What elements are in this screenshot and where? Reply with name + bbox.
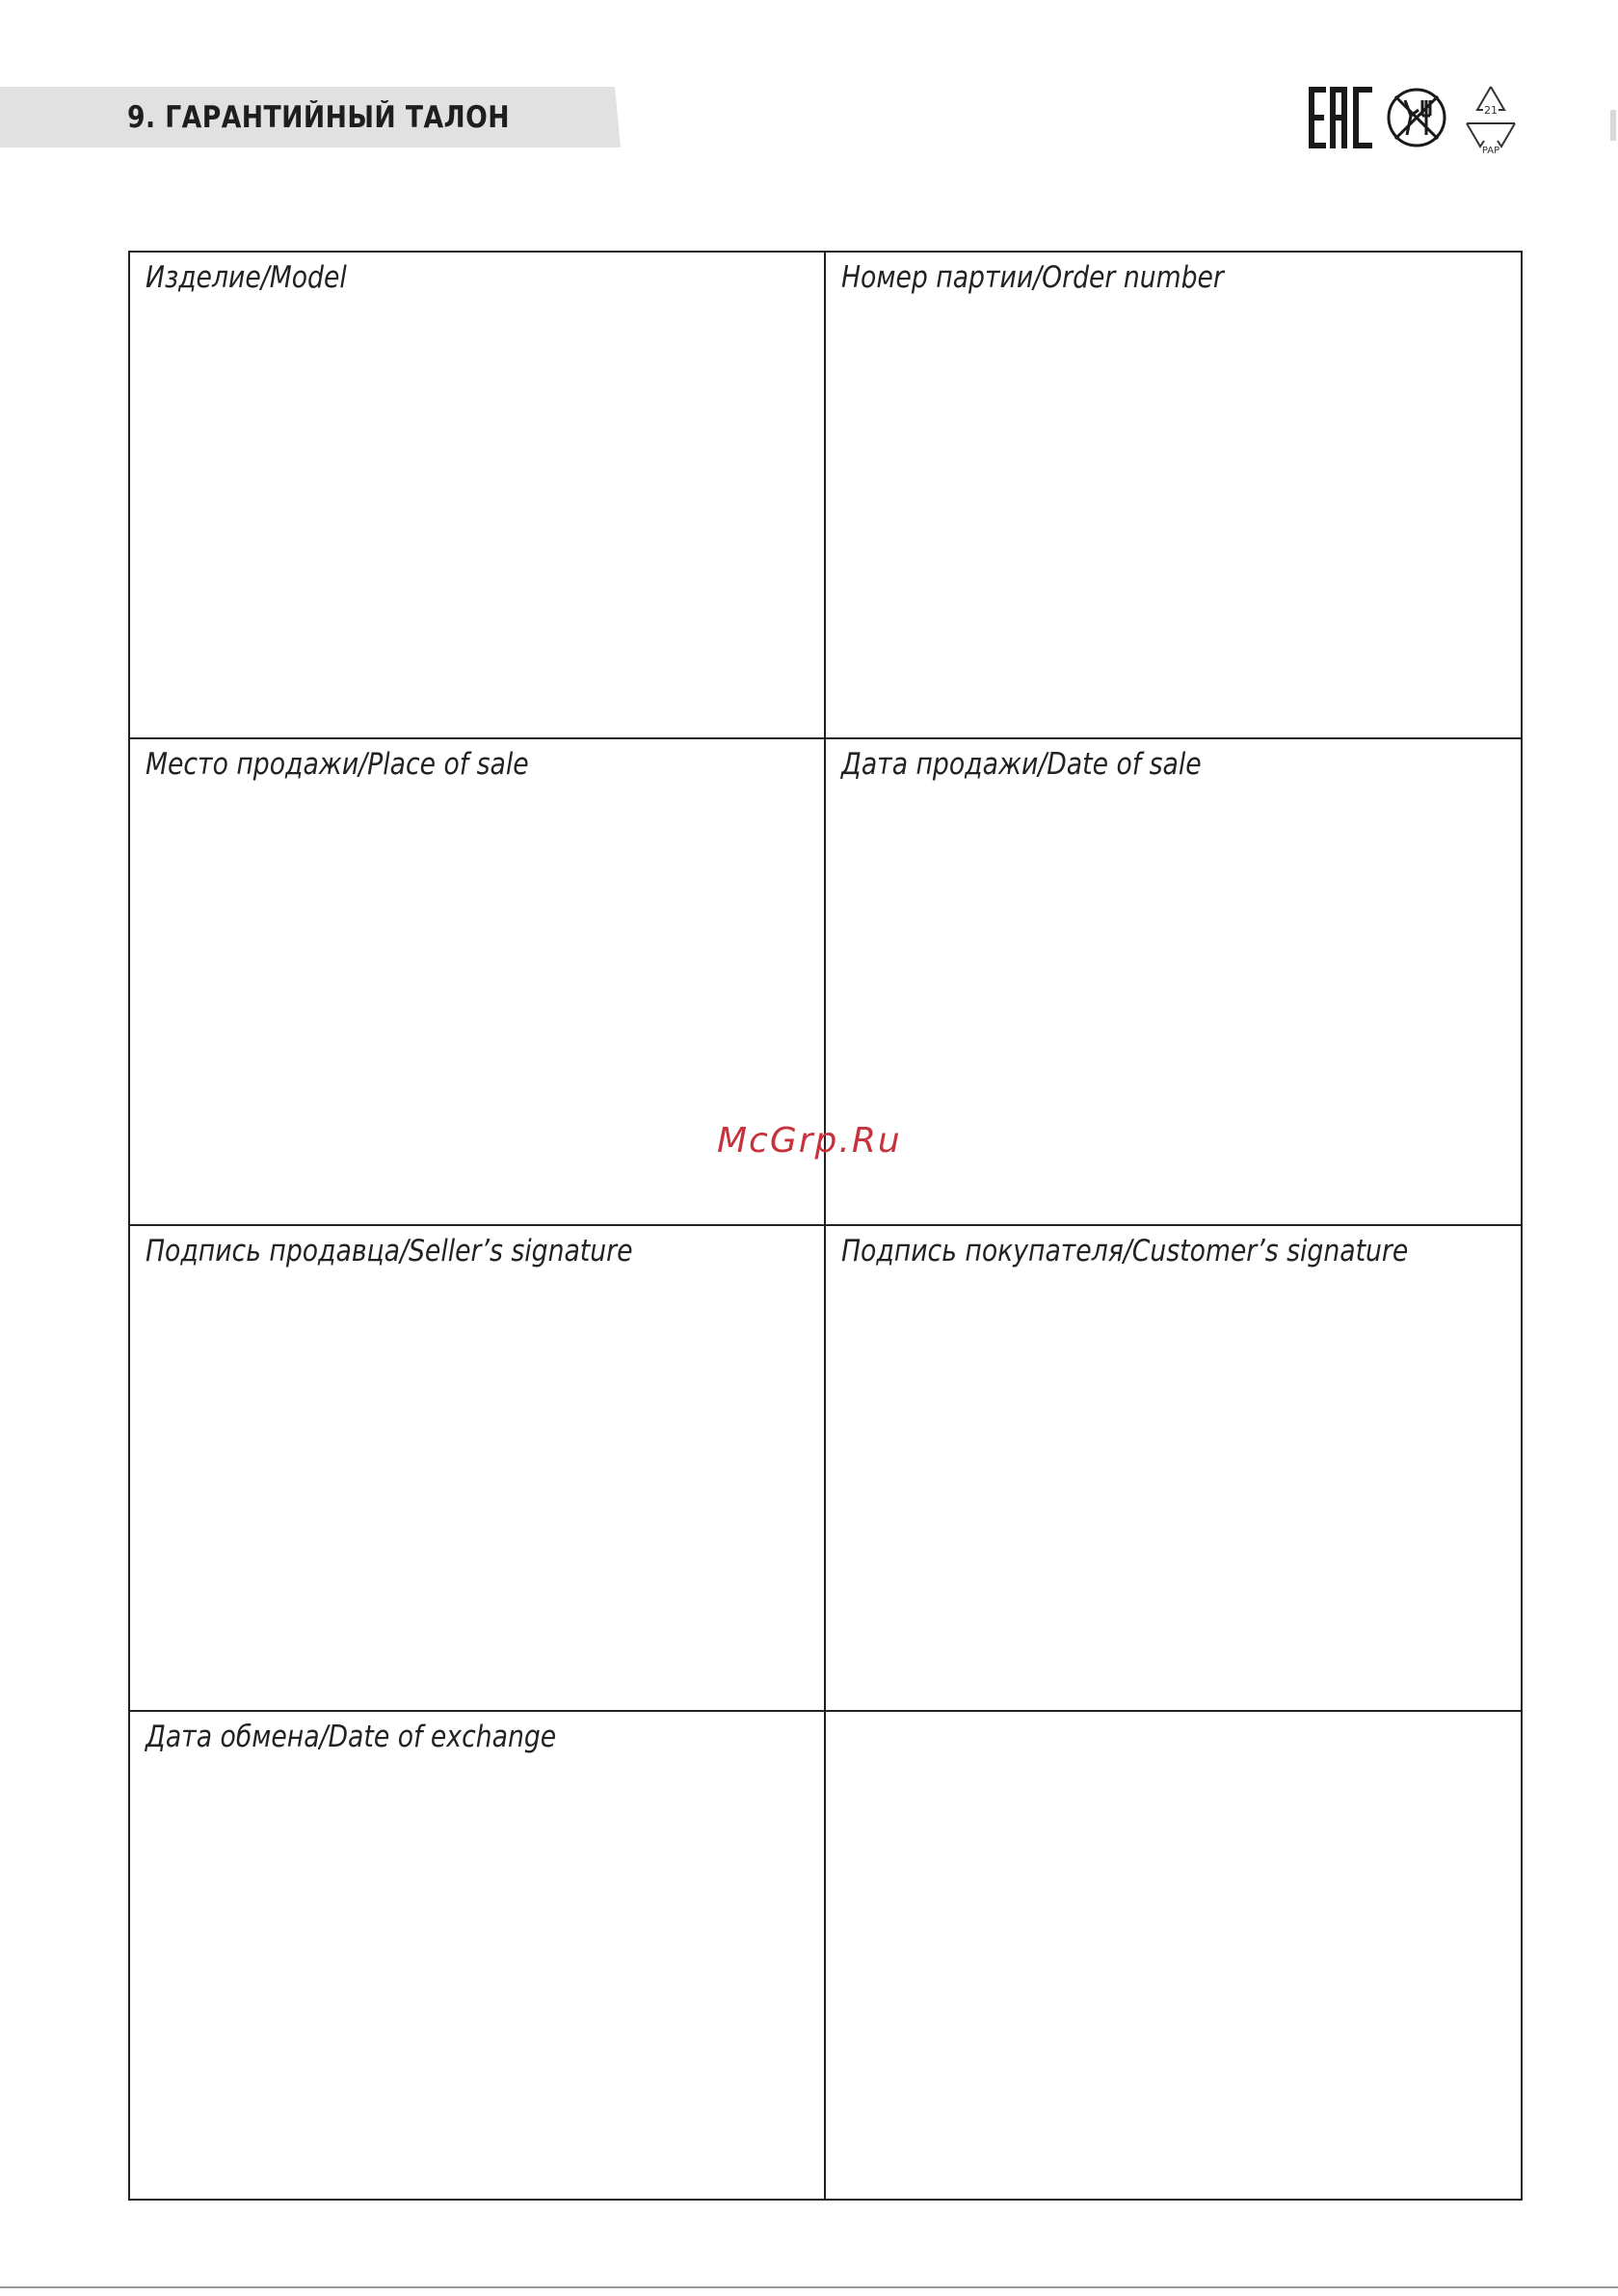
seller-signature-label: Подпись продавца/Seller’s signature [146,1233,633,1268]
order-number-label: Номер партии/Order number [840,260,1224,295]
recycle-code: 21 [1484,104,1498,117]
recycle-pap-21-icon [1459,81,1523,154]
customer-signature-label: Подпись покупателя/Customer’s signature [840,1233,1408,1268]
customer-signature-field[interactable] [826,1226,1522,1713]
place-of-sale-label: Место продажи/Place of sale [146,746,529,782]
model-label: Изделие/Model [146,260,347,295]
date-of-exchange-field[interactable] [130,1712,826,2199]
section-title: 9. ГАРАНТИЙНЫЙ ТАЛОН [127,100,510,135]
model-field[interactable] [130,253,826,739]
date-of-sale-field[interactable] [826,739,1522,1226]
not-for-food-contact-icon [1384,81,1449,154]
page-edge-mark [1610,110,1616,141]
watermark: McGrp.Ru [717,1121,902,1161]
date-of-sale-label: Дата продажи/Date of sale [840,746,1202,782]
date-of-exchange-label: Дата обмена/Date of exchange [146,1720,557,1755]
eac-mark-icon [1307,81,1376,154]
bottom-divider [0,2286,1618,2288]
warranty-card-form [128,251,1523,2201]
blank-field[interactable] [826,1712,1522,2199]
seller-signature-field[interactable] [130,1226,826,1713]
order-number-field[interactable] [826,253,1522,739]
recycle-material: PAP [1481,146,1500,154]
